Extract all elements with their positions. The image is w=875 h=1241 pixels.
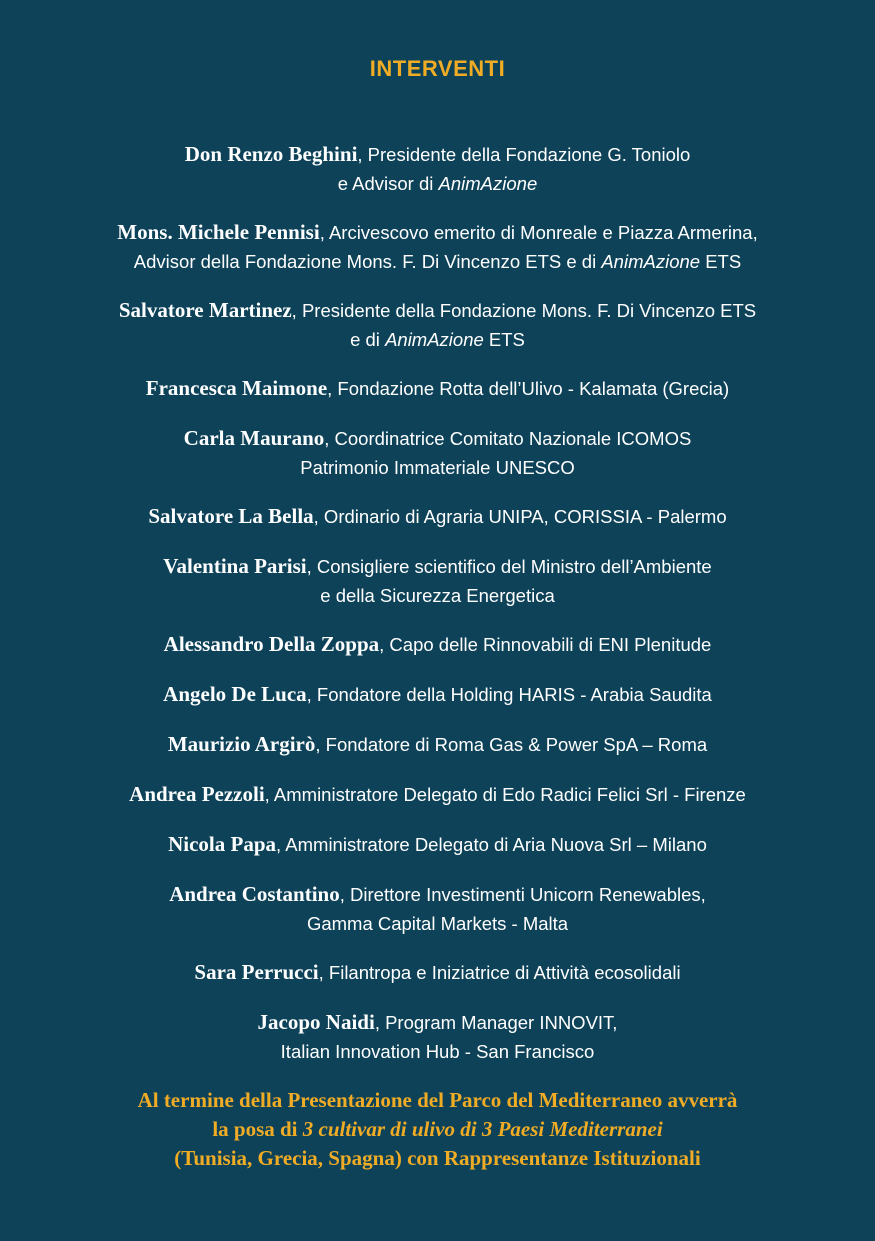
closing-line-2-italic: 3 cultivar di ulivo di 3 Paesi Mediterranei xyxy=(302,1117,663,1141)
speaker-line-1 xyxy=(20,680,855,710)
speaker-role-suffix: ETS xyxy=(483,329,525,350)
closing-note xyxy=(20,1086,855,1173)
speaker-line-2 xyxy=(20,170,855,198)
speaker-line-1 xyxy=(20,630,855,660)
speaker-role: , Presidente della Fondazione Mons. F. Di Vincenzo ETS xyxy=(291,300,757,321)
speaker-line-1 xyxy=(20,780,855,810)
speaker-name: Sara Perrucci xyxy=(194,960,319,984)
speaker-role: , Presidente della Fondazione G. Toniolo xyxy=(357,144,691,165)
speaker-name: Maurizio Argirò xyxy=(167,732,316,756)
speaker-role: , Amministratore Delegato di Aria Nuova Srl – Milano xyxy=(276,834,707,855)
speaker-role: , Ordinario di Agraria UNIPA, CORISSIA - Palermo xyxy=(313,506,727,527)
closing-line-1: Al termine della Presentazione del Parco del Mediterraneo avverrà xyxy=(137,1088,738,1112)
speaker-role-italic: AnimAzione xyxy=(438,173,538,194)
speaker-role-cont: Italian Innovation Hub - San Francisco xyxy=(280,1041,595,1062)
speaker-line-1 xyxy=(20,730,855,760)
speaker-line-1 xyxy=(20,880,855,910)
speaker-role-cont: e Advisor di xyxy=(337,173,439,194)
speaker-line-1 xyxy=(20,552,855,582)
speaker-line-2 xyxy=(20,1038,855,1066)
speakers-list xyxy=(20,140,855,1086)
speaker-line-1 xyxy=(20,140,855,170)
speaker-line-2 xyxy=(20,326,855,354)
speaker-name: Alessandro Della Zoppa xyxy=(163,632,380,656)
speaker-role-cont: Gamma Capital Markets - Malta xyxy=(306,913,569,934)
speaker-role-italic: AnimAzione xyxy=(601,251,701,272)
speaker-line-2 xyxy=(20,582,855,610)
speaker-entry xyxy=(20,502,855,532)
speaker-entry xyxy=(20,730,855,760)
section-title: INTERVENTI xyxy=(369,56,506,81)
speaker-line-2 xyxy=(20,454,855,482)
speaker-role-cont: e della Sicurezza Energetica xyxy=(320,585,555,606)
speaker-line-2 xyxy=(20,910,855,938)
speaker-role: , Filantropa e Iniziatrice di Attività ecosolidali xyxy=(318,962,681,983)
speaker-name: Carla Maurano xyxy=(183,426,325,450)
speaker-entry xyxy=(20,1008,855,1066)
speaker-line-1 xyxy=(20,374,855,404)
speaker-name: Andrea Costantino xyxy=(169,882,340,906)
speaker-role: , Direttore Investimenti Unicorn Renewables, xyxy=(339,884,706,905)
speaker-name: Salvatore Martinez xyxy=(118,298,292,322)
speaker-role: , Fondazione Rotta dell’Ulivo - Kalamata (Grecia) xyxy=(327,378,730,399)
speaker-entry xyxy=(20,780,855,810)
speaker-entry xyxy=(20,424,855,482)
speaker-entry xyxy=(20,552,855,610)
speaker-role: , Consigliere scientifico del Ministro dell’Ambiente xyxy=(306,556,712,577)
speaker-entry xyxy=(20,140,855,198)
speaker-entry xyxy=(20,218,855,276)
speaker-entry xyxy=(20,374,855,404)
speaker-role-cont: Patrimonio Immateriale UNESCO xyxy=(300,457,575,478)
speaker-role: , Capo delle Rinnovabili di ENI Plenitude xyxy=(379,634,712,655)
speaker-name: Jacopo Naidi xyxy=(257,1010,375,1034)
speaker-entry xyxy=(20,830,855,860)
speaker-line-1 xyxy=(20,424,855,454)
speaker-name: Mons. Michele Pennisi xyxy=(117,220,320,244)
closing-line-2-text: la posa di xyxy=(212,1117,303,1141)
speaker-line-1 xyxy=(20,296,855,326)
speaker-role: , Arcivescovo emerito di Monreale e Piazza Armerina, xyxy=(319,222,758,243)
speaker-line-1 xyxy=(20,218,855,248)
speaker-line-1 xyxy=(20,1008,855,1038)
speaker-role: , Program Manager INNOVIT, xyxy=(374,1012,618,1033)
speaker-name: Don Renzo Beghini xyxy=(184,142,358,166)
speaker-entry xyxy=(20,880,855,938)
speaker-line-1 xyxy=(20,958,855,988)
speaker-role-italic: AnimAzione xyxy=(385,329,484,350)
speaker-entry xyxy=(20,630,855,660)
speaker-role: , Coordinatrice Comitato Nazionale ICOMOS xyxy=(324,428,692,449)
speaker-role: , Amministratore Delegato di Edo Radici Felici Srl - Firenze xyxy=(264,784,746,805)
speaker-name: Francesca Maimone xyxy=(145,376,328,400)
speaker-role: , Fondatore della Holding HARIS - Arabia Saudita xyxy=(306,684,712,705)
speaker-entry xyxy=(20,680,855,710)
closing-line-2 xyxy=(20,1115,855,1144)
speaker-entry xyxy=(20,296,855,354)
speaker-role-cont: e di xyxy=(350,329,386,350)
speaker-name: Nicola Papa xyxy=(168,832,277,856)
speaker-line-1 xyxy=(20,502,855,532)
speaker-entry xyxy=(20,958,855,988)
speaker-name: Salvatore La Bella xyxy=(148,504,314,528)
speaker-line-2 xyxy=(20,248,855,276)
speaker-role: , Fondatore di Roma Gas & Power SpA – Roma xyxy=(315,734,708,755)
speaker-name: Valentina Parisi xyxy=(163,554,307,578)
closing-line-3: (Tunisia, Grecia, Spagna) con Rappresentanze Istituzionali xyxy=(174,1146,701,1170)
speaker-name: Andrea Pezzoli xyxy=(129,782,265,806)
speaker-role-cont: Advisor della Fondazione Mons. F. Di Vincenzo ETS e di xyxy=(133,251,602,272)
speaker-role-suffix: ETS xyxy=(700,251,742,272)
speaker-name: Angelo De Luca xyxy=(163,682,307,706)
speaker-line-1 xyxy=(20,830,855,860)
